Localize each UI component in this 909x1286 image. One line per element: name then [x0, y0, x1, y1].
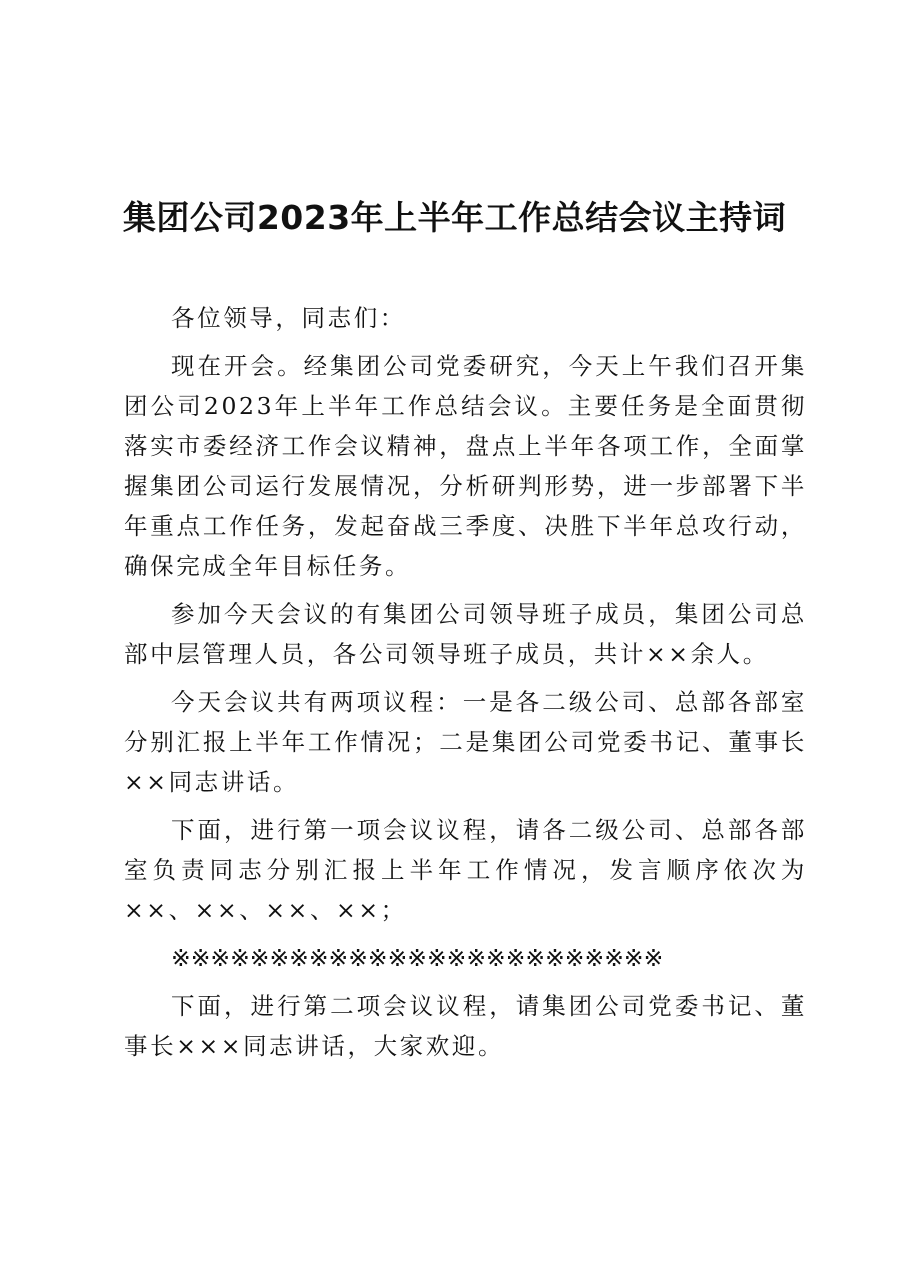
paragraph-second-item: 下面，进行第二项会议议程，请集团公司党委书记、董事长×××同志讲话，大家欢迎。 [124, 992, 807, 1060]
paragraph-separator: ※※※※※※※※※※※※※※※※※※※※※※※※※ [171, 944, 664, 972]
paragraph-first-item: 下面，进行第一项会议议程，请各二级公司、总部各部室负责同志分别汇报上半年工作情况，发言顺序依次为××、××、××、××； [124, 816, 807, 924]
paragraph-opening: 现在开会。经集团公司党委研究，今天上午我们召开集团公司2023年上半年工作总结会议。主要任务是全面贯彻落实市委经济工作会议精神，盘点上半年各项工作，全面掌握集团公司运行发展情况，分析研判形势，进一步部署下半年重点工作任务，发起奋战三季度、决胜下半年总攻行动，确保完成全年目标任务。 [124, 352, 807, 580]
paragraph-agenda: 今天会议共有两项议程：一是各二级公司、总部各部室分别汇报上半年工作情况；二是集团公司党委书记、董事长××同志讲话。 [124, 688, 807, 796]
document-body [124, 298, 807, 1074]
paragraph-salutation: 各位领导，同志们： [171, 304, 406, 332]
document-title: 集团公司2023年上半年工作总结会议主持词 [122, 198, 787, 237]
paragraph-attendees: 参加今天会议的有集团公司领导班子成员，集团公司总部中层管理人员，各公司领导班子成员，共计××余人。 [124, 600, 807, 668]
